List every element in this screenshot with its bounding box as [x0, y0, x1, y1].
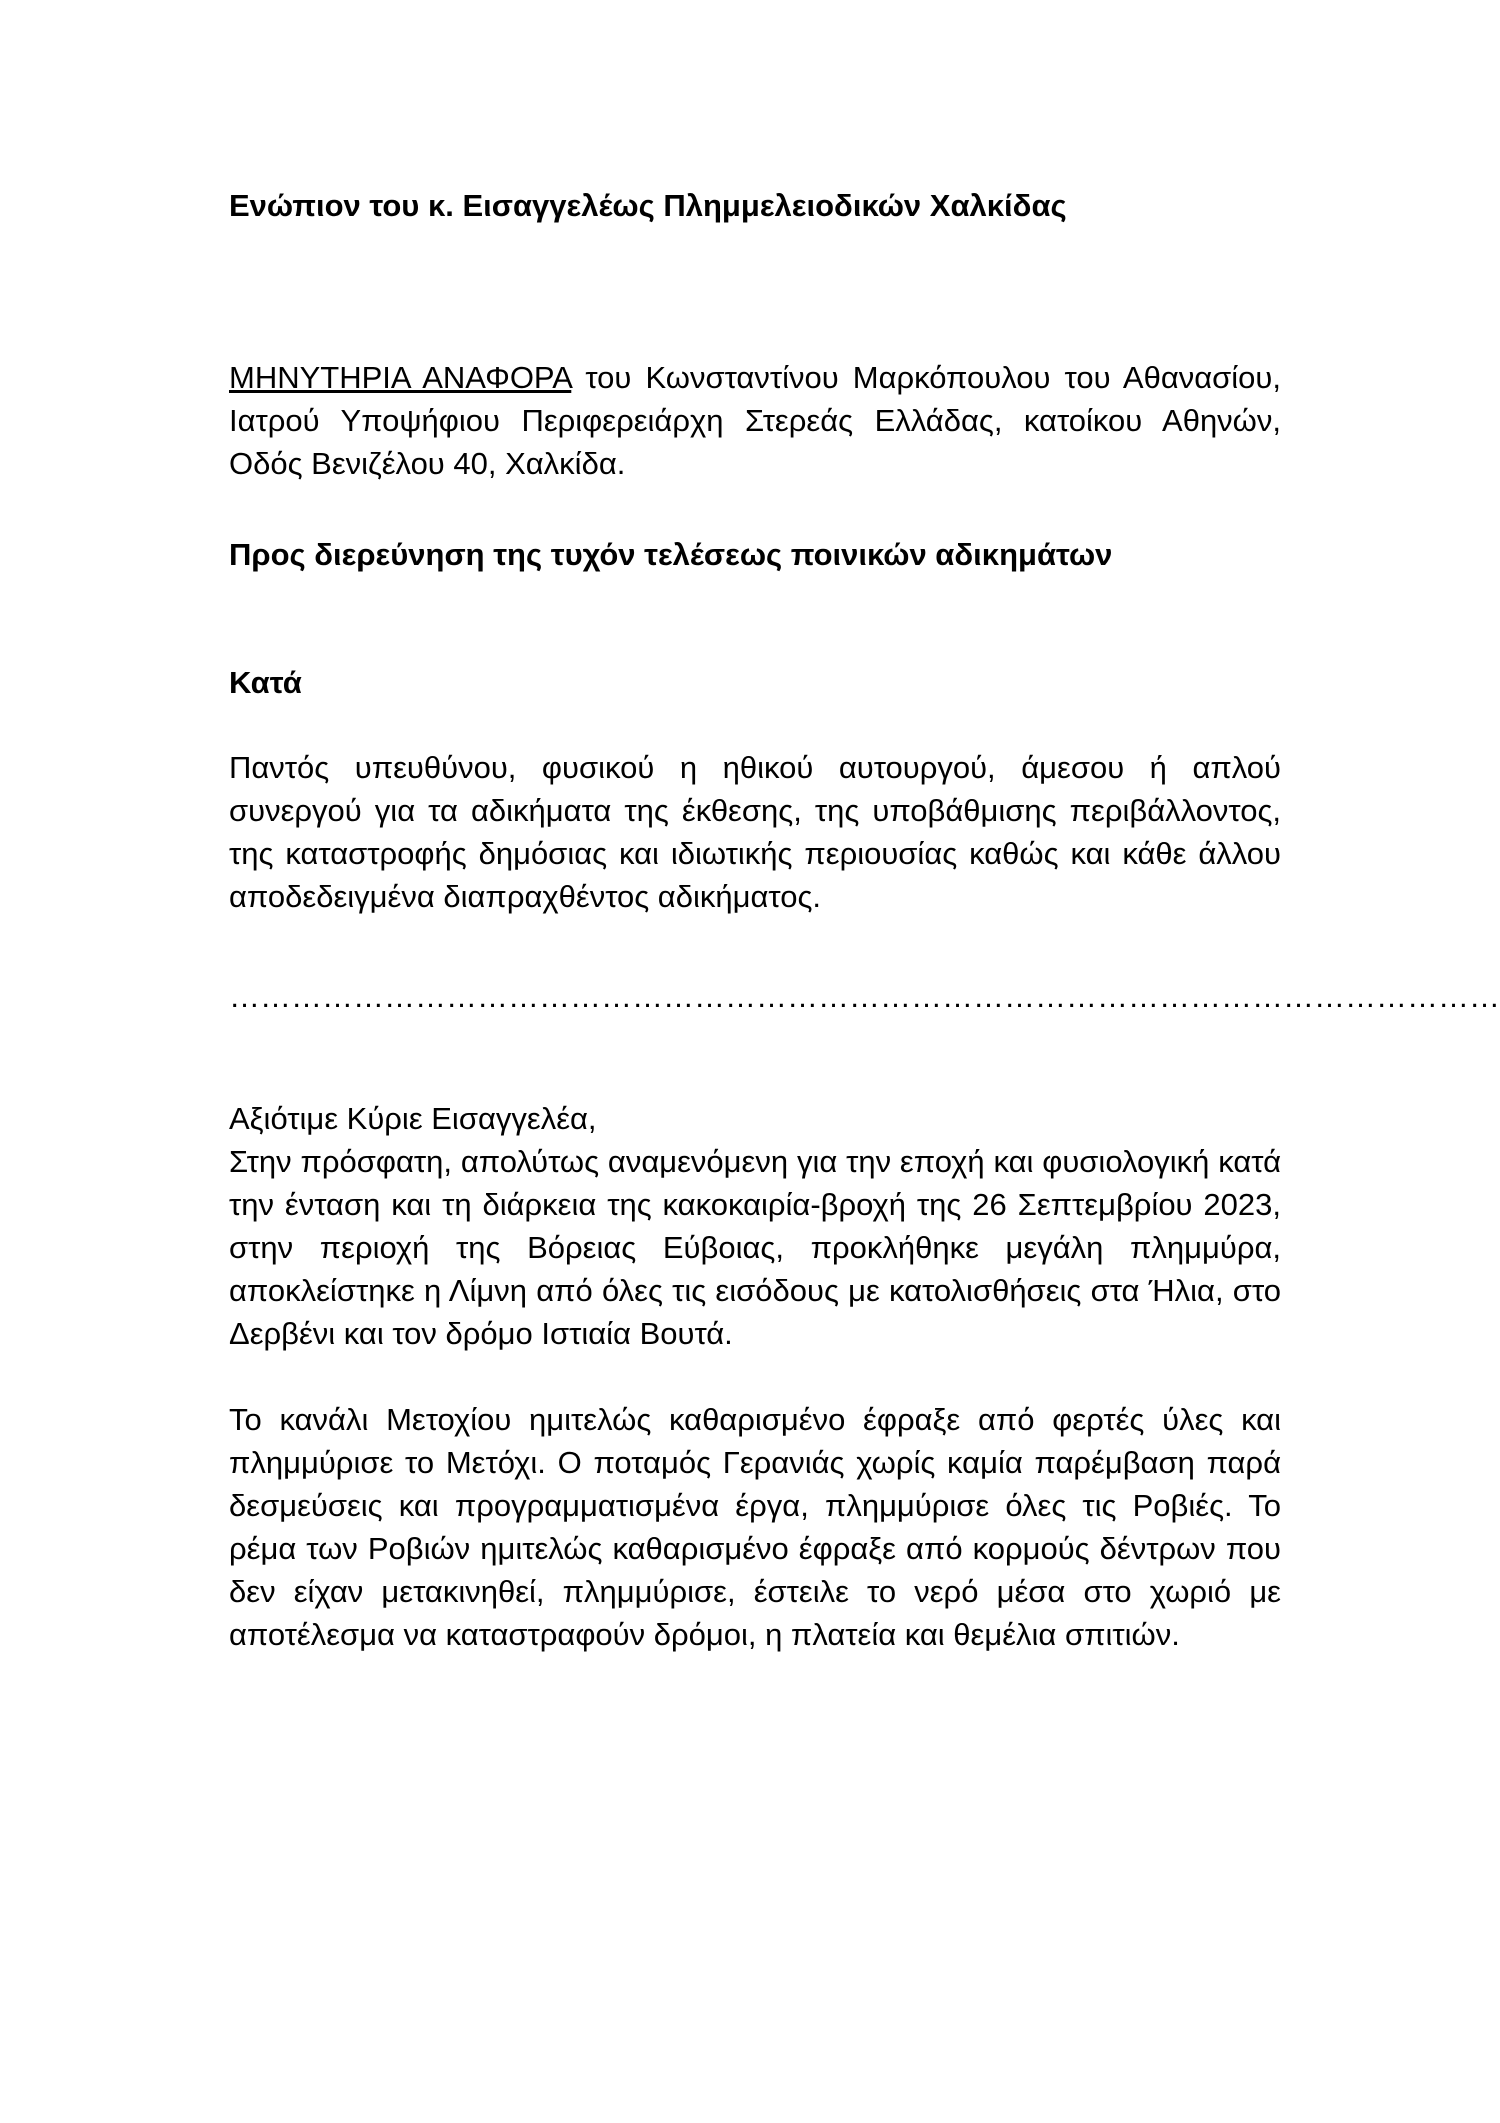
against-paragraph: Παντός υπευθύνου, φυσικού η ηθικού αυτουργού, άμεσου ή απλού συνεργού για τα αδικήματα της έκθεσης, της υποβάθμισης περιβάλλοντος, της καταστροφής δημόσιας και ιδιωτικής περιουσίας καθώς και κάθε άλλου αποδεδειγμένα διαπραχθέντος αδικήματος.	[229, 750, 1281, 914]
against-label: Κατά	[229, 665, 302, 700]
complaint-text: του Κωνσταντίνου Μαρκόπουλου του Αθανασίου, Ιατρού Υποψήφιου Περιφερειάρχη Στερεάς Ελλάδας, κατοίκου Αθηνών, Οδός Βενιζέλου 40, Χαλκίδα.	[229, 360, 1281, 481]
complaint-title: ΜΗΝΥΤΗΡΙΑ ΑΝΑΦΟΡΑ	[229, 360, 572, 395]
separator-dots: ……………………………………………………………………………………………………………	[229, 979, 1500, 1014]
document-heading: Ενώπιον του κ. Εισαγγελέως Πλημμελειοδικών Χαλκίδας	[229, 188, 1067, 223]
purpose-heading: Προς διερεύνηση της τυχόν τελέσεως ποινικών αδικημάτων	[229, 537, 1113, 572]
paragraph-1: Στην πρόσφατη, απολύτως αναμενόμενη για την εποχή και φυσιολογική κατά την ένταση και τη διάρκεια της κακοκαιρία-βροχή της 26 Σεπτεμβρίου 2023, στην περιοχή της Βόρειας Εύβοιας, προκλήθηκε μεγάλη πλημμύρα, αποκλείστηκε η Λίμνη από όλες τις εισόδους με κατολισθήσεις στα Ήλια, στο Δερβένι και τον δρόμο Ιστιαία Βουτά.	[229, 1144, 1281, 1351]
paragraph-2: Το κανάλι Μετοχίου ημιτελώς καθαρισμένο έφραξε από φερτές ύλες και πλημμύρισε το Μετόχι. Ο ποταμός Γερανιάς χωρίς καμία παρέμβαση παρά δεσμεύσεις και προγραμματισμένα έργα, πλημμύρισε όλες τις Ροβιές. Το ρέμα των Ροβιών ημιτελώς καθαρισμένο έφραξε από κορμούς δέντρων που δεν είχαν μετακινηθεί, πλημμύρισε, έστειλε το νερό μέσα στο χωριό με αποτέλεσμα να καταστραφούν δρόμοι, η πλατεία και θεμέλια σπιτιών.	[229, 1402, 1281, 1652]
salutation: Αξιότιμε Κύριε Εισαγγελέα,	[229, 1101, 597, 1136]
complaint-paragraph	[229, 356, 1281, 485]
